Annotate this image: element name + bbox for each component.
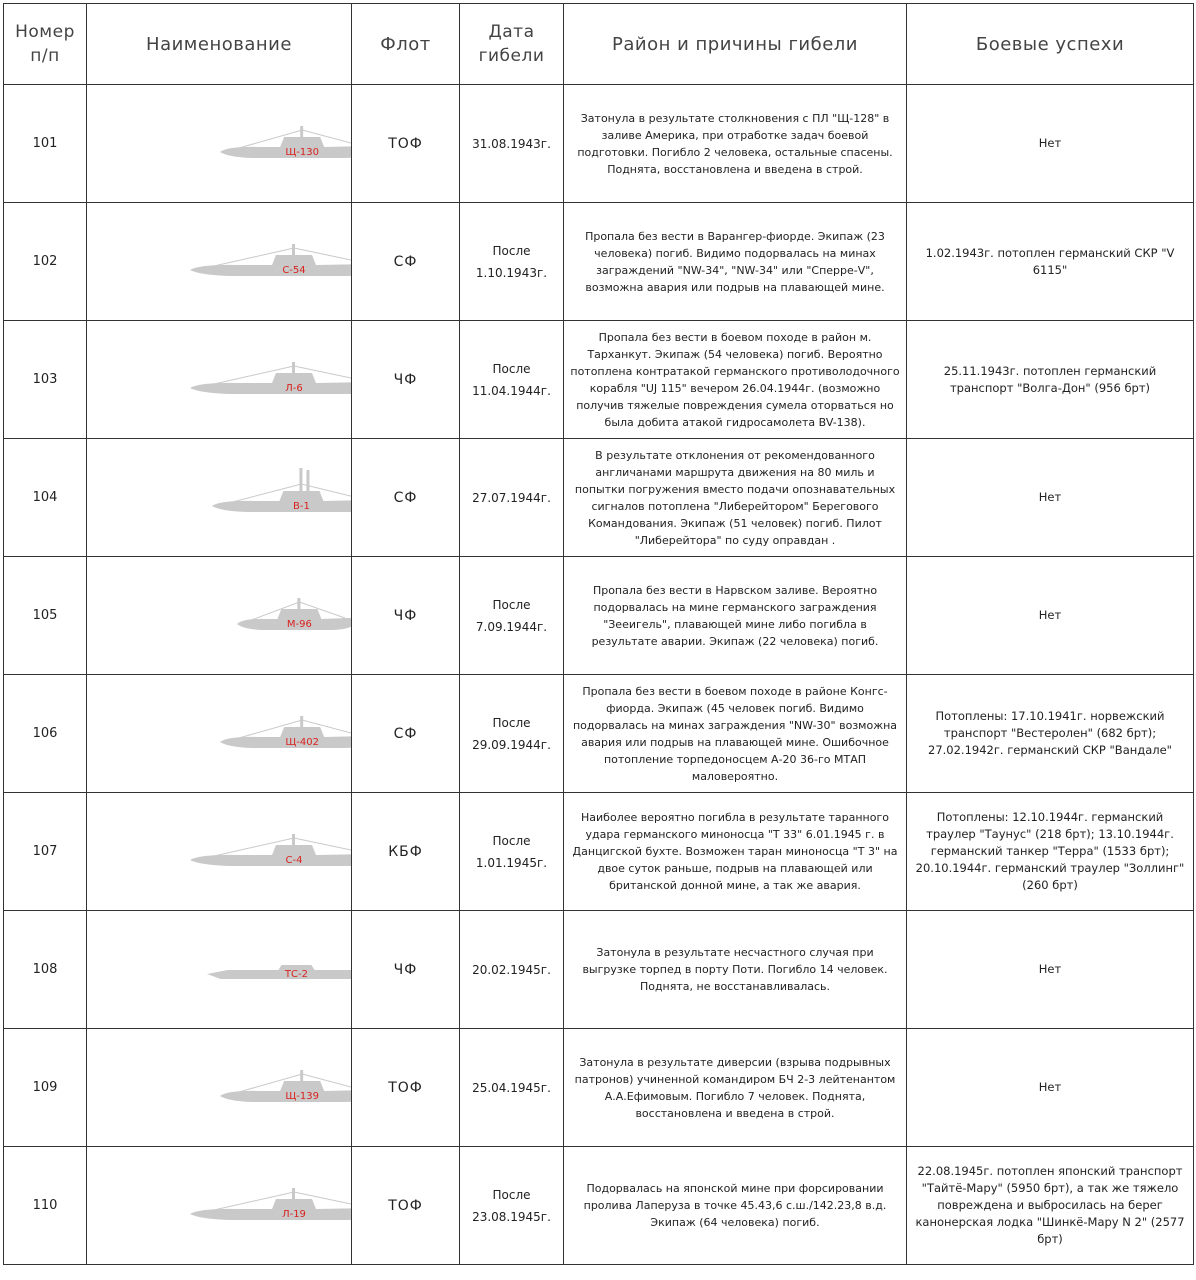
periscope-mast	[297, 598, 300, 610]
header-date: Дата гибели	[460, 4, 564, 85]
date-line-1: После	[492, 361, 531, 376]
table-row	[4, 557, 1194, 675]
submarine-silhouette-icon	[87, 1058, 352, 1118]
table-row	[4, 911, 1194, 1029]
row-number: 104	[4, 439, 87, 557]
date-line-1: После	[492, 1187, 531, 1202]
submarine-silhouette-icon	[87, 940, 352, 1000]
date-line-2: 11.04.1944г.	[472, 383, 551, 398]
fleet-cell: ТОФ	[352, 1147, 460, 1265]
submarine-name: Щ-402	[285, 736, 319, 748]
row-number: 106	[4, 675, 87, 793]
fleet-cell: ТОФ	[352, 85, 460, 203]
submarine-cell	[87, 321, 352, 439]
submarine-cell	[87, 675, 352, 793]
row-number: 107	[4, 793, 87, 911]
date-cell	[460, 1147, 564, 1265]
success-cell: Потоплены: 17.10.1941г. норвежский транспорт "Вестеролен" (682 брт); 27.02.1942г. германский СКР "Вандале"	[907, 675, 1194, 793]
submarine-name: С-54	[282, 264, 306, 276]
header-name: Наименование	[87, 4, 352, 85]
periscope-mast	[299, 468, 302, 492]
date-cell	[460, 557, 564, 675]
reason-cell: Пропала без вести в боевом походе в район м. Тарханкут. Экипаж (54 человека) погиб. Вероятно потоплена контратакой германского противолодочного корабля "UJ 115" вечером 26.04.1944г. (возможно получив тяжелые повреждения сумела оторваться но была добита атакой гидросамолета BV-138).	[564, 321, 907, 439]
date-line-1: 27.07.1944г.	[472, 490, 551, 505]
date-cell	[460, 85, 564, 203]
submarine-silhouette-icon	[87, 586, 352, 646]
submarine-silhouette-icon	[87, 468, 352, 528]
submarine-silhouette-icon	[87, 232, 352, 292]
header-fleet: Флот	[352, 4, 460, 85]
submarine-name: В-1	[293, 500, 310, 512]
reason-cell: Подорвалась на японской мине при форсировании пролива Лаперуза в точке 45.43,6 с.ш./142.23,8 в.д. Экипаж (64 человека) погиб.	[564, 1147, 907, 1265]
submarine-cell	[87, 203, 352, 321]
submarine-silhouette-icon	[87, 1176, 352, 1236]
date-cell	[460, 675, 564, 793]
reason-cell: Затонула в результате диверсии (взрыва подрывных патронов) учиненной командиром БЧ 2-3 лейтенантом А.А.Ефимовым. Погибло 7 человек. Поднята, восстановлена и введена в строй.	[564, 1029, 907, 1147]
date-line-2: 29.09.1944г.	[472, 737, 551, 752]
date-cell	[460, 1029, 564, 1147]
submarine-cell	[87, 439, 352, 557]
periscope-mast	[306, 470, 309, 492]
date-cell	[460, 911, 564, 1029]
periscope-mast	[300, 716, 303, 728]
date-line-1: После	[492, 597, 531, 612]
periscope-mast	[292, 1188, 295, 1200]
reason-cell: Затонула в результате столкновения с ПЛ "Щ-128" в заливе Америка, при отработке задач боевой подготовки. Погибло 2 человека, остальные спасены. Поднята, восстановлена и введена в строй.	[564, 85, 907, 203]
fleet-cell: СФ	[352, 675, 460, 793]
row-number: 108	[4, 911, 87, 1029]
success-cell: Нет	[907, 1029, 1194, 1147]
table-row	[4, 85, 1194, 203]
submarine-silhouette-icon	[87, 704, 352, 764]
date-line-2: 1.10.1943г.	[475, 265, 548, 280]
row-number: 101	[4, 85, 87, 203]
submarine-cell	[87, 1147, 352, 1265]
periscope-mast	[300, 126, 303, 138]
fleet-cell: СФ	[352, 203, 460, 321]
date-cell	[460, 203, 564, 321]
submarine-name: Щ-130	[285, 146, 319, 158]
date-cell	[460, 439, 564, 557]
row-number: 109	[4, 1029, 87, 1147]
periscope-mast	[300, 1070, 303, 1082]
row-number: 105	[4, 557, 87, 675]
reason-cell: В результате отклонения от рекомендованного англичанами маршрута движения на 80 миль и попытки погружения вместо подачи опознавательных сигналов потоплена "Либерейтором" Берегового Командования. Экипаж (51 человек) погиб. Пилот "Либерейтора" по суду оправдан .	[564, 439, 907, 557]
success-cell: Нет	[907, 557, 1194, 675]
fleet-cell: СФ	[352, 439, 460, 557]
date-line-1: После	[492, 833, 531, 848]
row-number: 102	[4, 203, 87, 321]
reason-cell: Пропала без вести в Варангер-фиорде. Экипаж (23 человека) погиб. Видимо подорвалась на минах заграждений "NW-34", "NW-34" или "Сперре-V", возможна авария или подрыв на плавающей мине.	[564, 203, 907, 321]
date-line-1: После	[492, 715, 531, 730]
success-cell: 1.02.1943г. потоплен германский СКР "V 6115"	[907, 203, 1194, 321]
submarine-name: Щ-139	[285, 1090, 319, 1102]
date-cell	[460, 321, 564, 439]
submarine-silhouette-icon	[87, 822, 352, 882]
fleet-cell: ЧФ	[352, 557, 460, 675]
losses-table	[3, 3, 1194, 1265]
periscope-mast	[292, 244, 295, 256]
row-number: 103	[4, 321, 87, 439]
submarine-name: С-4	[285, 854, 303, 866]
success-cell: 22.08.1945г. потоплен японский транспорт "Тайтё-Мару" (5950 брт), а так же тяжело повреждена и выбросилась на берег канонерская лодка "Шинкё-Мару N 2" (2577 брт)	[907, 1147, 1194, 1265]
table-row	[4, 321, 1194, 439]
header-row	[4, 4, 1194, 85]
success-cell: Нет	[907, 911, 1194, 1029]
row-number: 110	[4, 1147, 87, 1265]
success-cell: 25.11.1943г. потоплен германский транспорт "Волга-Дон" (956 брт)	[907, 321, 1194, 439]
periscope-mast	[292, 834, 295, 846]
table-row	[4, 793, 1194, 911]
reason-cell: Наиболее вероятно погибла в результате таранного удара германского миноносца "Т 33" 6.01.1945 г. в Данцигской бухте. Возможен таран миноносца "Т 3" на двое суток раньше, подрыв на плавающей или британской донной мине, а так же авария.	[564, 793, 907, 911]
date-line-2: 23.08.1945г.	[472, 1209, 551, 1224]
submarine-name: Л-6	[285, 382, 303, 394]
table-row	[4, 439, 1194, 557]
date-line-1: 31.08.1943г.	[472, 136, 551, 151]
date-line-1: После	[492, 243, 531, 258]
submarine-cell	[87, 793, 352, 911]
table-row	[4, 1029, 1194, 1147]
periscope-mast	[292, 362, 295, 374]
submarine-cell	[87, 1029, 352, 1147]
fleet-cell: ЧФ	[352, 321, 460, 439]
table-row	[4, 203, 1194, 321]
date-cell	[460, 793, 564, 911]
date-line-2: 1.01.1945г.	[475, 855, 548, 870]
table-row	[4, 675, 1194, 793]
header-number: Номер п/п	[4, 4, 87, 85]
success-cell: Потоплены: 12.10.1944г. германский траулер "Таунус" (218 брт); 13.10.1944г. германский танкер "Терра" (1533 брт); 20.10.1944г. германский траулер "Золлинг" (260 брт)	[907, 793, 1194, 911]
submarine-cell	[87, 911, 352, 1029]
success-cell: Нет	[907, 439, 1194, 557]
fleet-cell: КБФ	[352, 793, 460, 911]
reason-cell: Затонула в результате несчастного случая при выгрузке торпед в порту Поти. Погибло 14 человек. Поднята, не восстанавливалась.	[564, 911, 907, 1029]
submarine-name: ТС-2	[284, 968, 308, 980]
submarine-name: Л-19	[282, 1208, 306, 1220]
submarine-cell	[87, 85, 352, 203]
success-cell: Нет	[907, 85, 1194, 203]
submarine-silhouette-icon	[87, 350, 352, 410]
header-reason: Район и причины гибели	[564, 4, 907, 85]
header-success: Боевые успехи	[907, 4, 1194, 85]
hull-shape	[207, 965, 352, 979]
submarine-name: М-96	[286, 618, 312, 630]
reason-cell: Пропала без вести в Нарвском заливе. Вероятно подорвалась на мине германского заграждения "Зееигель", плавающей мине либо погибла в результате аварии. Экипаж (22 человека) погиб.	[564, 557, 907, 675]
reason-cell: Пропала без вести в боевом походе в районе Конгс-фиорда. Экипаж (45 человек погиб. Видимо подорвалась на минах заграждения "NW-30" возможна авария или подрыв на плавающей мине. Ошибочное потопление торпедоносцем А-20 36-го МТАП маловероятно.	[564, 675, 907, 793]
date-line-1: 25.04.1945г.	[472, 1080, 551, 1095]
fleet-cell: ТОФ	[352, 1029, 460, 1147]
submarine-cell	[87, 557, 352, 675]
date-line-2: 7.09.1944г.	[475, 619, 548, 634]
submarine-silhouette-icon	[87, 114, 352, 174]
date-line-1: 20.02.1945г.	[472, 962, 551, 977]
table-row	[4, 1147, 1194, 1265]
fleet-cell: ЧФ	[352, 911, 460, 1029]
